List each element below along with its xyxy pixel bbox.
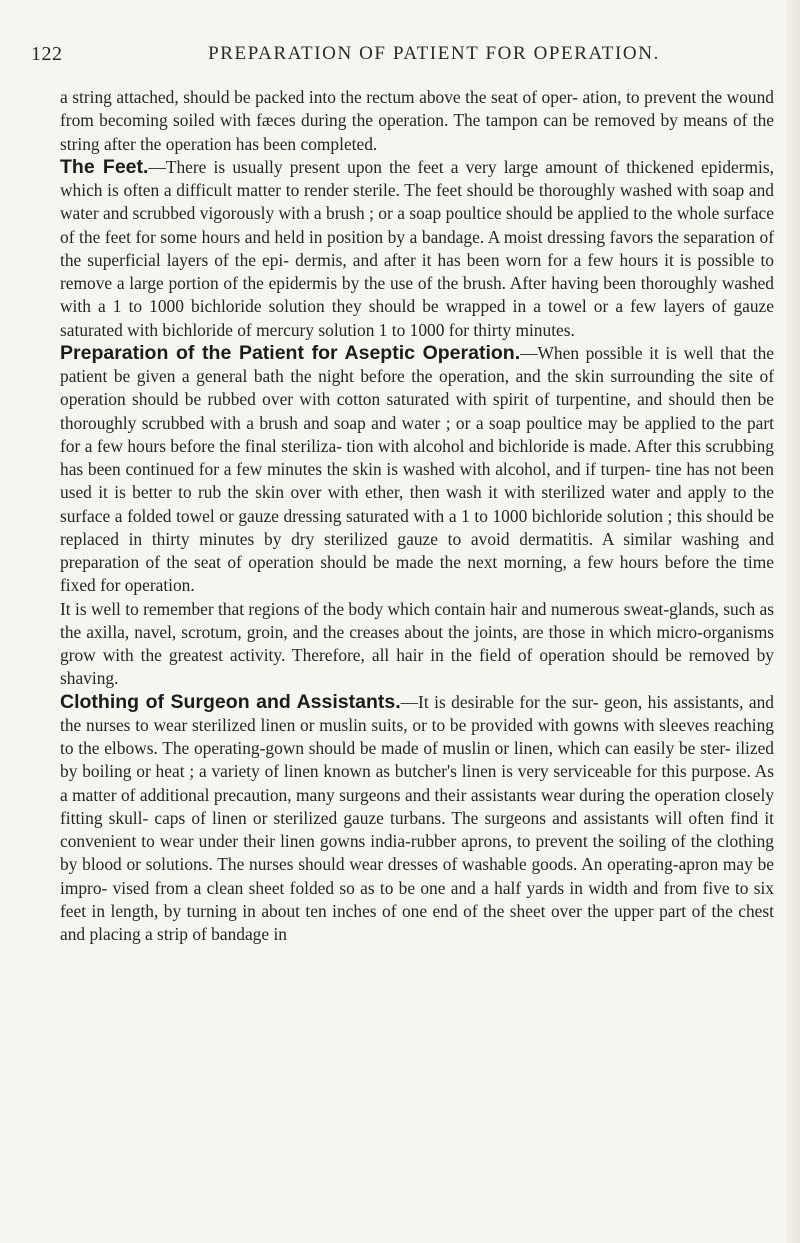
paragraph-preparation-of-patient [60, 342, 774, 598]
page-edge [786, 0, 800, 1243]
paragraph-hair-regions [60, 598, 774, 691]
section-heading-the-feet: The Feet. [60, 155, 149, 178]
paragraph-text: —There is usually present upon the feet a very large amount of thickened epidermis, which is often a difficult matter to render sterile. The feet should be thoroughly washed with soap and water and scrubbed vigorously with a brush ; or a soap poultice should be applied to the whole surface of the feet for some hours and held in position by a bandage. A moist dressing favors the separation of the superficial layers of the epi- dermis, and after it has been worn for a few hours it is possible to remove a large portion of the epidermis by the use of the brush. After having been thoroughly washed with a 1 to 1000 bichloride solution they should be wrapped in a towel or a few layers of gauze saturated with bichloride of mercury solution 1 to 1000 for thirty minutes. [60, 156, 774, 340]
section-heading-preparation-of-patient: Preparation of the Patient for Aseptic Operation. [60, 341, 521, 364]
paragraph-rectum-tampon [60, 86, 774, 156]
paragraph-the-feet [60, 156, 774, 342]
page-header [31, 43, 779, 69]
page-number: 122 [31, 43, 63, 65]
paragraph-text: It is well to remember that regions of the body which contain hair and numerous sweat-glands, such as the axilla, navel, scrotum, groin, and the creases about the joints, are those in which micro-organisms grow with the greatest activity. Therefore, all hair in the field of operation should be removed by shaving. [60, 598, 774, 689]
body-text [60, 86, 774, 946]
running-head: PREPARATION OF PATIENT FOR OPERATION. [208, 43, 660, 64]
paragraph-clothing-of-surgeon [60, 691, 774, 947]
paragraph-text: —When possible it is well that the patient be given a general bath the night before the operation, and the skin surrounding the site of operation should be rubbed over with cotton saturated with spirit of turpentine, and should then be thoroughly scrubbed with a brush and soap and water ; or a soap poultice may be applied to the part for a few hours before the final steriliza- tion with alcohol and bichloride is made. After this scrubbing has been continued for a few minutes the skin is washed with alcohol, and if turpen- tine has not been used it is better to rub the skin over with ether, then wash it with sterilized water and apply to the surface a folded towel or gauze dressing saturated with a 1 to 1000 bichloride solution ; this should be replaced in thirty minutes by dry sterilized gauze to avoid dermatitis. A similar washing and preparation of the seat of operation should be made the next morning, a few hours before the time fixed for operation. [60, 342, 774, 596]
section-heading-clothing-of-surgeon: Clothing of Surgeon and Assistants. [60, 690, 401, 713]
paragraph-text: a string attached, should be packed into the rectum above the seat of oper- ation, to prevent the wound from becoming soiled with fæces during the operation. The tampon can be removed by means of the string after the operation has been completed. [60, 87, 774, 154]
paragraph-text: —It is desirable for the sur- geon, his assistants, and the nurses to wear sterilized linen or muslin suits, or to be provided with gowns with sleeves reaching to the elbows. The operating-gown should be made of muslin or linen, which can easily be ster- ilized by boiling or heat ; a variety of linen known as butcher's linen is very serviceable for this purpose. As a matter of additional precaution, many surgeons and their assistants wear during the operation closely fitting skull- caps of linen or sterilized gauze turbans. The surgeons and assistants will often find it convenient to wear under their linen gowns india-rubber aprons, to prevent the soiling of the clothing by blood or solutions. The nurses should wear dresses of washable goods. An operating-apron may be impro- vised from a clean sheet folded so as to be one and a half yards in width and from five to six feet in length, by turning in about ten inches of one end of the sheet over the upper part of the chest and placing a strip of bandage in [60, 691, 774, 944]
